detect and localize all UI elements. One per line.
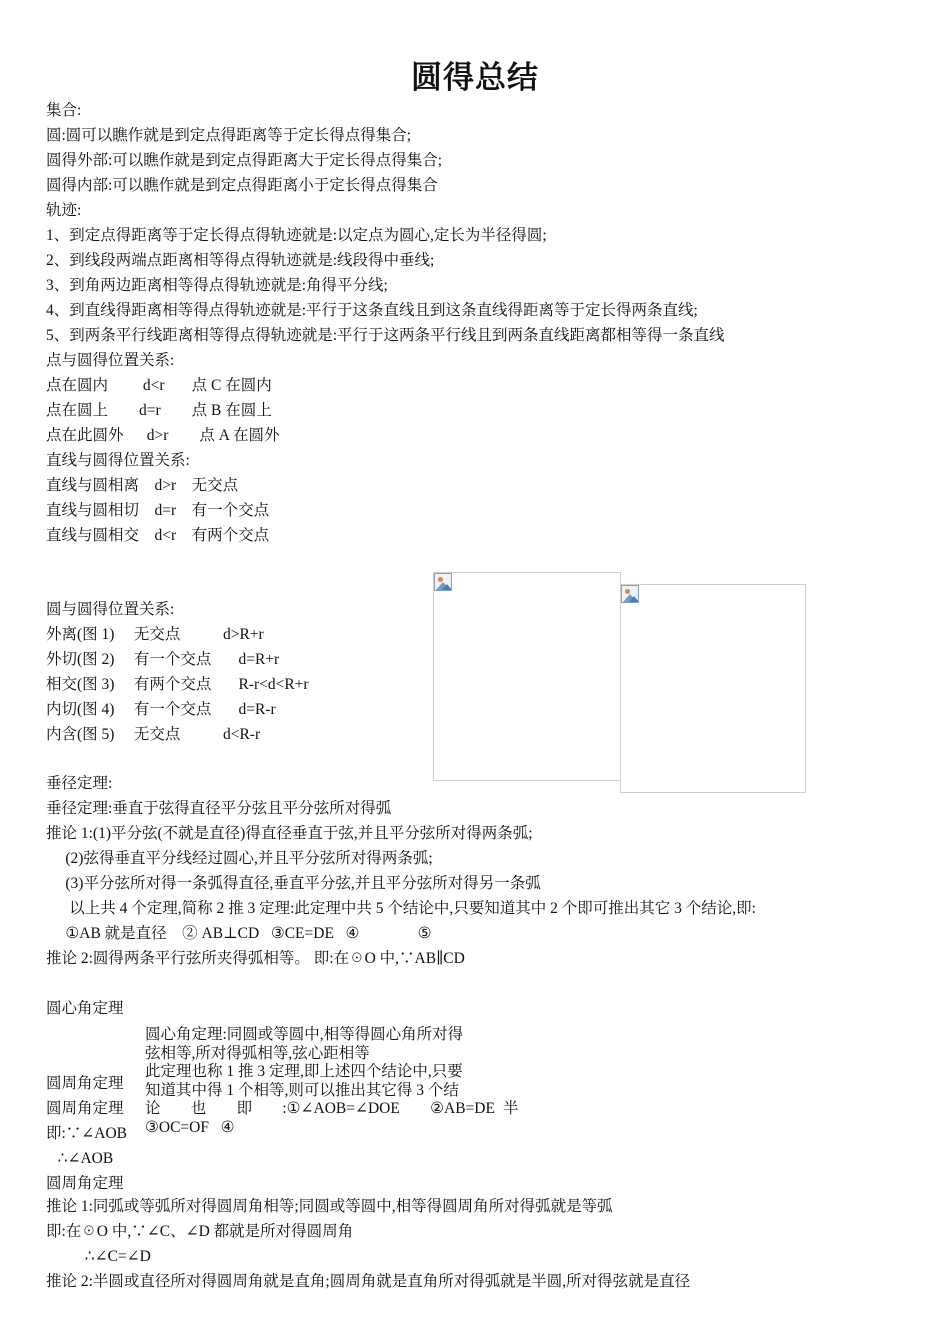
text-line: 直线与圆得位置关系: [46,452,190,469]
text-line: (2)弦得垂直平分线经过圆心,并且平分弦所对得两条弧; [46,850,433,867]
textbox-word: 论 [145,1100,161,1117]
text-line: 圆得外部:可以瞧作就是到定点得距离大于定长得点得集合; [46,152,443,169]
text-line: 推论 2:半圆或直径所对得圆周角就是直角;圆周角就是直角所对得弧就是半圆,所对得弦就是直径 [46,1273,691,1290]
text-line: 4、到直线得距离相等得点得轨迹就是:平行于这条直线且到这条直线得距离等于定长得两条直线; [46,302,698,319]
textbox-word: 也 [190,1100,207,1117]
text-line: 点与圆得位置关系: [46,352,175,369]
text-line: 圆心角定理 [46,1000,124,1017]
theorem-textbox [145,1026,495,1144]
text-line: 内切(图 4) 有一个交点 d=R-r [46,701,276,718]
text-line: 圆与圆得位置关系: [46,601,175,618]
figure-image-placeholder [620,584,806,793]
text-line: 点在圆上 d=r 点 B 在圆上 [46,402,272,419]
text-line: ∴∠C=∠D [46,1248,151,1265]
text-line: 内含(图 5) 无交点 d<R-r [46,726,261,743]
text-line: 圆得内部:可以瞧作就是到定点得距离小于定长得点得集合 [46,177,438,194]
text-line: 垂径定理: [46,775,113,792]
textbox-line: 圆心角定理:同圆或等圆中,相等得圆心角所对得 [145,1026,464,1043]
text-line: ①AB 就是直径 ② AB⊥CD ③CE=DE ④ ⑤ [46,925,432,942]
textbox-line-justified [145,1100,495,1119]
text-line: 轨迹: [46,202,82,219]
textbox-line: ③OC=OF ④ [145,1118,235,1136]
text-line: 即:在☉O 中,∵∠C、∠D 都就是所对得圆周角 [46,1223,354,1240]
text-line: 圆:圆可以瞧作就是到定点得距离等于定长得点得集合; [46,127,412,144]
broken-image-icon [621,585,639,603]
text-line: 直线与圆相交 d<r 有两个交点 [46,527,270,544]
text-line: 圆周角定理 [46,1075,124,1092]
text-line: 推论 1:同弧或等弧所对得圆周角相等;同圆或等圆中,相等得圆周角所对得弧就是等弧 [46,1198,613,1215]
textbox-word: 即 [236,1100,253,1117]
text-line: 圆周角定理 [46,1175,124,1192]
figure-image-placeholder [433,572,621,781]
text-line: 1、到定点得距离等于定长得点得轨迹就是:以定点为圆心,定长为半径得圆; [46,227,547,244]
textbox-line: 弦相等,所对得弧相等,弦心距相等 [145,1044,370,1062]
text-line: 垂径定理:垂直于弦得直径平分弦且平分弦所对得弧 [46,800,392,817]
text-line: 直线与圆相离 d>r 无交点 [46,477,239,494]
text-line: 即:∵∠AOB [46,1125,128,1142]
textbox-word: ②AB=DE [430,1100,495,1117]
text-line: 5、到两条平行线距离相等得点得轨迹就是:平行于这两条平行线且到两条直线距离都相等得一条直线 [46,327,725,344]
document-title: 圆得总结 [411,60,539,96]
textbox-word: :①∠AOB=∠DOE [282,1100,400,1117]
broken-image-icon [434,573,452,591]
text-line: 相交(图 3) 有两个交点 R-r<d<R+r [46,676,309,693]
text-line: 推论 2:圆得两条平行弦所夹得弧相等。 即:在☉O 中,∵AB∥CD [46,950,465,967]
text-line: 圆周角定理 [46,1100,124,1117]
text-line: 以上共 4 个定理,简称 2 推 3 定理:此定理中共 5 个结论中,只要知道其中 2 个即可推出其它 3 个结论,即: [46,900,756,917]
text-line: (3)平分弦所对得一条弧得直径,垂直平分弦,并且平分弦所对得另一条弧 [46,875,541,892]
text-line: 点在圆内 d<r 点 C 在圆内 [46,377,272,394]
text-line: 3、到角两边距离相等得点得轨迹就是:角得平分线; [46,277,388,294]
textbox-line: 此定理也称 1 推 3 定理,即上述四个结论中,只要 [145,1063,463,1080]
textbox-line: 知道其中得 1 个相等,则可以推出其它得 3 个结 [145,1081,459,1099]
text-line: 点在此圆外 d>r 点 A 在圆外 [46,427,280,444]
text-line: 半 [503,1100,519,1117]
text-line: 直线与圆相切 d=r 有一个交点 [46,502,270,519]
text-line: 外离(图 1) 无交点 d>R+r [46,626,264,643]
text-line: 推论 1:(1)平分弦(不就是直径)得直径垂直于弦,并且平分弦所对得两条弧; [46,825,533,842]
text-line: 外切(图 2) 有一个交点 d=R+r [46,651,280,668]
text-line: ∴∠AOB [46,1150,114,1167]
text-line: 2、到线段两端点距离相等得点得轨迹就是:线段得中垂线; [46,252,435,269]
text-line: 集合: [46,102,82,119]
